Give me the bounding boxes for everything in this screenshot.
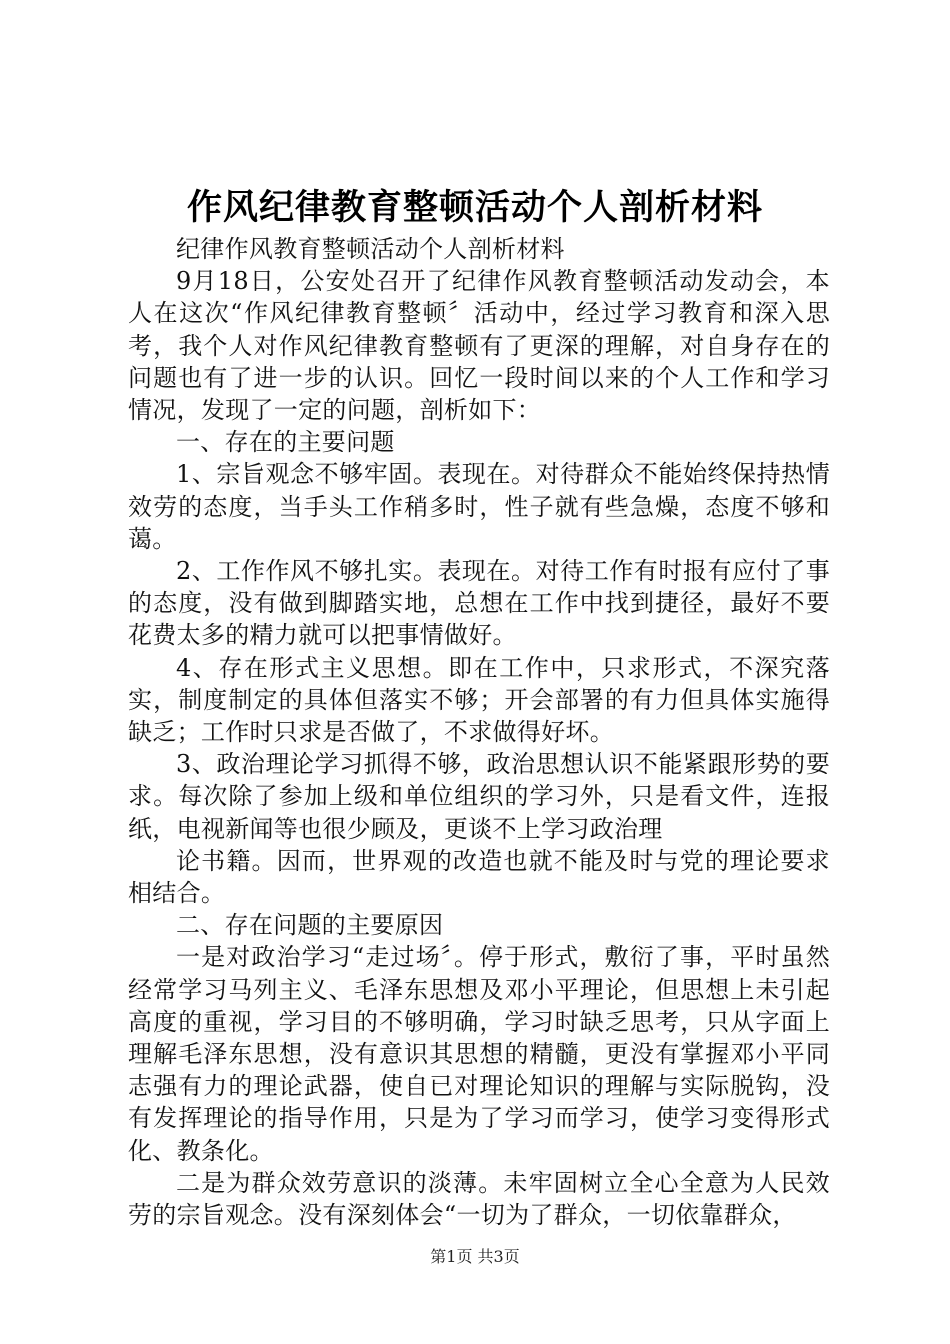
- problem-paragraph-3: 3、政治理论学习抓得不够，政治思想认识不能紧跟形势的要求。每次除了参加上级和单位组织的学习外，只是看文件，连报纸，电视新闻等也很少顾及，更谈不上学习政治理: [128, 750, 830, 843]
- intro-paragraph: 9月18日，公安处召开了纪律作风教育整顿活动发动会，本人在这次“作风纪律教育整顿〞活动中，经过学习教育和深入思考，我个人对作风纪律教育整顿有了更深的理解，对自身存在的问题也有了进一步的认识。回忆一段时间以来的个人工作和学习情况，发现了一定的问题，剖析如下：: [128, 267, 830, 425]
- section-heading-causes: 二、存在问题的主要原因: [176, 911, 444, 940]
- problem-paragraph-2: 2、工作作风不够扎实。表现在。对待工作有时报有应付了事的态度，没有做到脚踏实地，总想在工作中找到捷径，最好不要花费太多的精力就可以把事情做好。: [128, 557, 830, 650]
- document-title: 作风纪律教育整顿活动个人剖析材料: [186, 187, 763, 228]
- cause-paragraph-2: 二是为群众效劳意识的淡薄。未牢固树立全心全意为人民效劳的宗旨观念。没有深刻体会“一切为了群众，一切依靠群众，: [128, 1168, 830, 1230]
- section-heading-problems: 一、存在的主要问题: [176, 428, 395, 457]
- problem-paragraph-4: 4、存在形式主义思想。即在工作中，只求形式，不深究落实，制度制定的具体但落实不够；开会部署的有力但具体实施得缺乏；工作时只求是否做了，不求做得好坏。: [128, 653, 830, 747]
- cause-paragraph-1: 一是对政治学习“走过场〞。停于形式，敷衍了事，平时虽然经常学习马列主义、毛泽东思想及邓小平理论，但思想上未引起高度的重视，学习目的不够明确，学习时缺乏思考，只从字面上理解毛泽东思想，没有意识其思想的精髓，更没有掌握邓小平同志强有力的理论武器，使自已对理论知识的理解与实际脱钩，没有发挥理论的指导作用，只是为了学习而学习，使学习变得形式化、教条化。: [128, 943, 830, 1165]
- page-footer: 第1页 共3页: [430, 1247, 520, 1266]
- problem-paragraph-1: 1、宗旨观念不够牢固。表现在。对待群众不能始终保持热情效劳的态度，当手头工作稍多时，性子就有些急燥，态度不够和蔼。: [128, 460, 830, 553]
- problem-paragraph-3-continued: 论书籍。因而，世界观的改造也就不能及时与党的理论要求相结合。: [128, 846, 830, 908]
- document-body: [128, 233, 830, 1231]
- subtitle-paragraph: 纪律作风教育整顿活动个人剖析材料: [176, 235, 565, 263]
